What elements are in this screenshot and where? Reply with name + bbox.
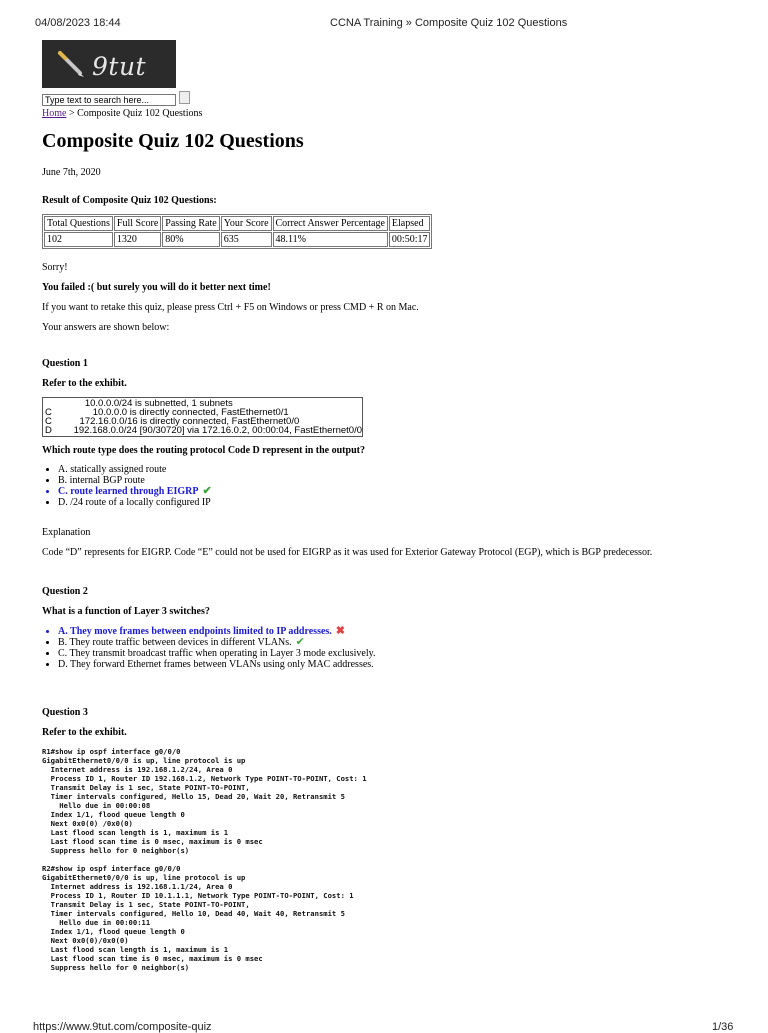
route-table-exhibit [42, 397, 363, 437]
print-url: https://www.9tut.com/composite-quiz [33, 1021, 212, 1033]
option-label: A. They move frames between endpoints limited to IP addresses. [58, 626, 332, 637]
question-3-refer: Refer to the exhibit. [42, 727, 127, 738]
exhibit-row [45, 426, 362, 435]
check-icon: ✔ [295, 636, 305, 648]
option-d[interactable]: • D. They forward Ethernet frames between VLANs using only MAC addresses. [58, 659, 732, 670]
question-1-refer: Refer to the exhibit. [42, 378, 127, 389]
header-cell: Correct Answer Percentage [273, 216, 388, 231]
header-cell: Total Questions [44, 216, 113, 231]
route-entry: 10.0.0.0/24 is subnetted, 1 subnets [69, 398, 233, 409]
print-datetime: 04/08/2023 18:44 [35, 17, 121, 29]
value-cell: 00:50:17 [389, 232, 431, 247]
result-header-row [44, 216, 430, 231]
search-button[interactable] [179, 91, 190, 104]
logo-text: 9tut [92, 52, 147, 81]
value-cell: 102 [44, 232, 113, 247]
question-1-text: Which route type does the routing protocol Code D represent in the output? [42, 445, 365, 456]
option-d[interactable]: • D. /24 route of a locally configured IP [58, 497, 732, 508]
route-code: C [45, 407, 52, 418]
search-bar [42, 93, 732, 107]
check-icon: ✔ [202, 485, 212, 497]
option-c[interactable] [58, 486, 732, 497]
question-3-title: Question 3 [42, 707, 88, 718]
breadcrumb-separator: > [66, 108, 78, 119]
result-value-row [44, 232, 430, 247]
header-cell: Elapsed [389, 216, 431, 231]
print-title: CCNA Training » Composite Quiz 102 Questions [330, 17, 568, 29]
option-a[interactable]: • A. statically assigned route [58, 464, 732, 475]
explanation-label: Explanation [42, 527, 91, 538]
sorry-text: Sorry! [42, 262, 68, 273]
answers-shown-text: Your answers are shown below: [42, 322, 170, 333]
value-cell: 635 [221, 232, 272, 247]
option-b[interactable]: • B. internal BGP route [58, 475, 732, 486]
breadcrumb-home-link[interactable]: Home [42, 108, 67, 119]
question-2-text: What is a function of Layer 3 switches? [42, 606, 210, 617]
result-title: Result of Composite Quiz 102 Questions: [42, 195, 217, 206]
cross-icon: ✖ [335, 625, 346, 637]
option-c[interactable]: • C. They transmit broadcast traffic when operating in Layer 3 mode exclusively. [58, 648, 732, 659]
question-2-options [42, 626, 732, 670]
result-table [42, 214, 432, 249]
post-date: June 7th, 2020 [42, 167, 101, 178]
option-b[interactable] [58, 637, 732, 648]
value-cell: 48.11% [273, 232, 388, 247]
route-code: C [45, 416, 52, 427]
option-a[interactable] [58, 626, 732, 637]
breadcrumb [42, 108, 732, 119]
option-label: C. route learned through EIGRP [58, 486, 199, 497]
r2-cli-output: R2#show ip ospf interface g0/0/0 GigabitEthernet0/0/0 is up, line protocol is up Internet address is 192.168.1.1/24, Area 0 Process ID 1, Router ID 10.1.1.1, Network Type POINT-TO-POINT, Cost: 1 Transmit Delay is 1 sec, State POINT-TO-POINT, Timer intervals configured, Hello 10, Dead 40, Wait 40, Retransmit 5 Hello due in 00:00:11 Index 1/1, flood queue length 0 Next 0x0(0)/0x0(0) Last flood scan length is 1, maximum is 1 Last flood scan time is 0 msec, maximum is 0 msec Suppress hello for 0 neighbor(s) [42, 864, 354, 972]
route-entry: 10.0.0.0 is directly connected, FastEthernet0/1 [69, 407, 289, 418]
value-cell: 80% [162, 232, 219, 247]
header-cell: Your Score [221, 216, 272, 231]
option-label: B. They route traffic between devices in different VLANs. [58, 637, 292, 648]
header-cell: Full Score [114, 216, 161, 231]
route-entry: 192.168.0.0/24 [90/30720] via 172.16.0.2, 00:00:04, FastEthernet0/0 [63, 425, 362, 436]
site-logo[interactable] [42, 40, 176, 88]
value-cell: 1320 [114, 232, 161, 247]
route-code: D [45, 425, 52, 436]
question-2-title: Question 2 [42, 586, 88, 597]
retake-text: If you want to retake this quiz, please press Ctrl + F5 on Windows or press CMD + R on Mac. [42, 302, 419, 313]
page-title: Composite Quiz 102 Questions [42, 130, 304, 152]
pen-icon [56, 48, 86, 78]
breadcrumb-current: Composite Quiz 102 Questions [77, 108, 203, 119]
question-1-title: Question 1 [42, 358, 88, 369]
explanation-text: Code “D” represents for EIGRP. Code “E” could not be used for EIGRP as it was used for Exterior Gateway Protocol (EGP), which is BGP predecessor. [42, 547, 653, 558]
header-cell: Passing Rate [162, 216, 219, 231]
r1-cli-output: R1#show ip ospf interface g0/0/0 GigabitEthernet0/0/0 is up, line protocol is up Internet address is 192.168.1.2/24, Area 0 Process ID 1, Router ID 192.168.1.2, Network Type POINT-TO-POINT, Cost: 1 Transmit Delay is 1 sec, State POINT-TO-POINT, Timer intervals configured, Hello 15, Dead 20, Wait 20, Retransmit 5 Hello due in 00:00:08 Index 1/1, flood queue length 0 Next 0x0(0) /0x0(0) Last flood scan length is 1, maximum is 1 Last flood scan time is 0 msec, maximum is 0 msec Suppress hello for 0 neighbor(s) [42, 747, 367, 855]
page-content [42, 40, 732, 972]
print-page-number: 1/36 [712, 1021, 734, 1033]
search-input[interactable]: Type text to search here... [42, 94, 176, 106]
failed-text: You failed :( but surely you will do it better next time! [42, 282, 271, 293]
route-entry: 172.16.0.0/16 is directly connected, FastEthernet0/0 [69, 416, 300, 427]
question-1-options [42, 464, 732, 508]
